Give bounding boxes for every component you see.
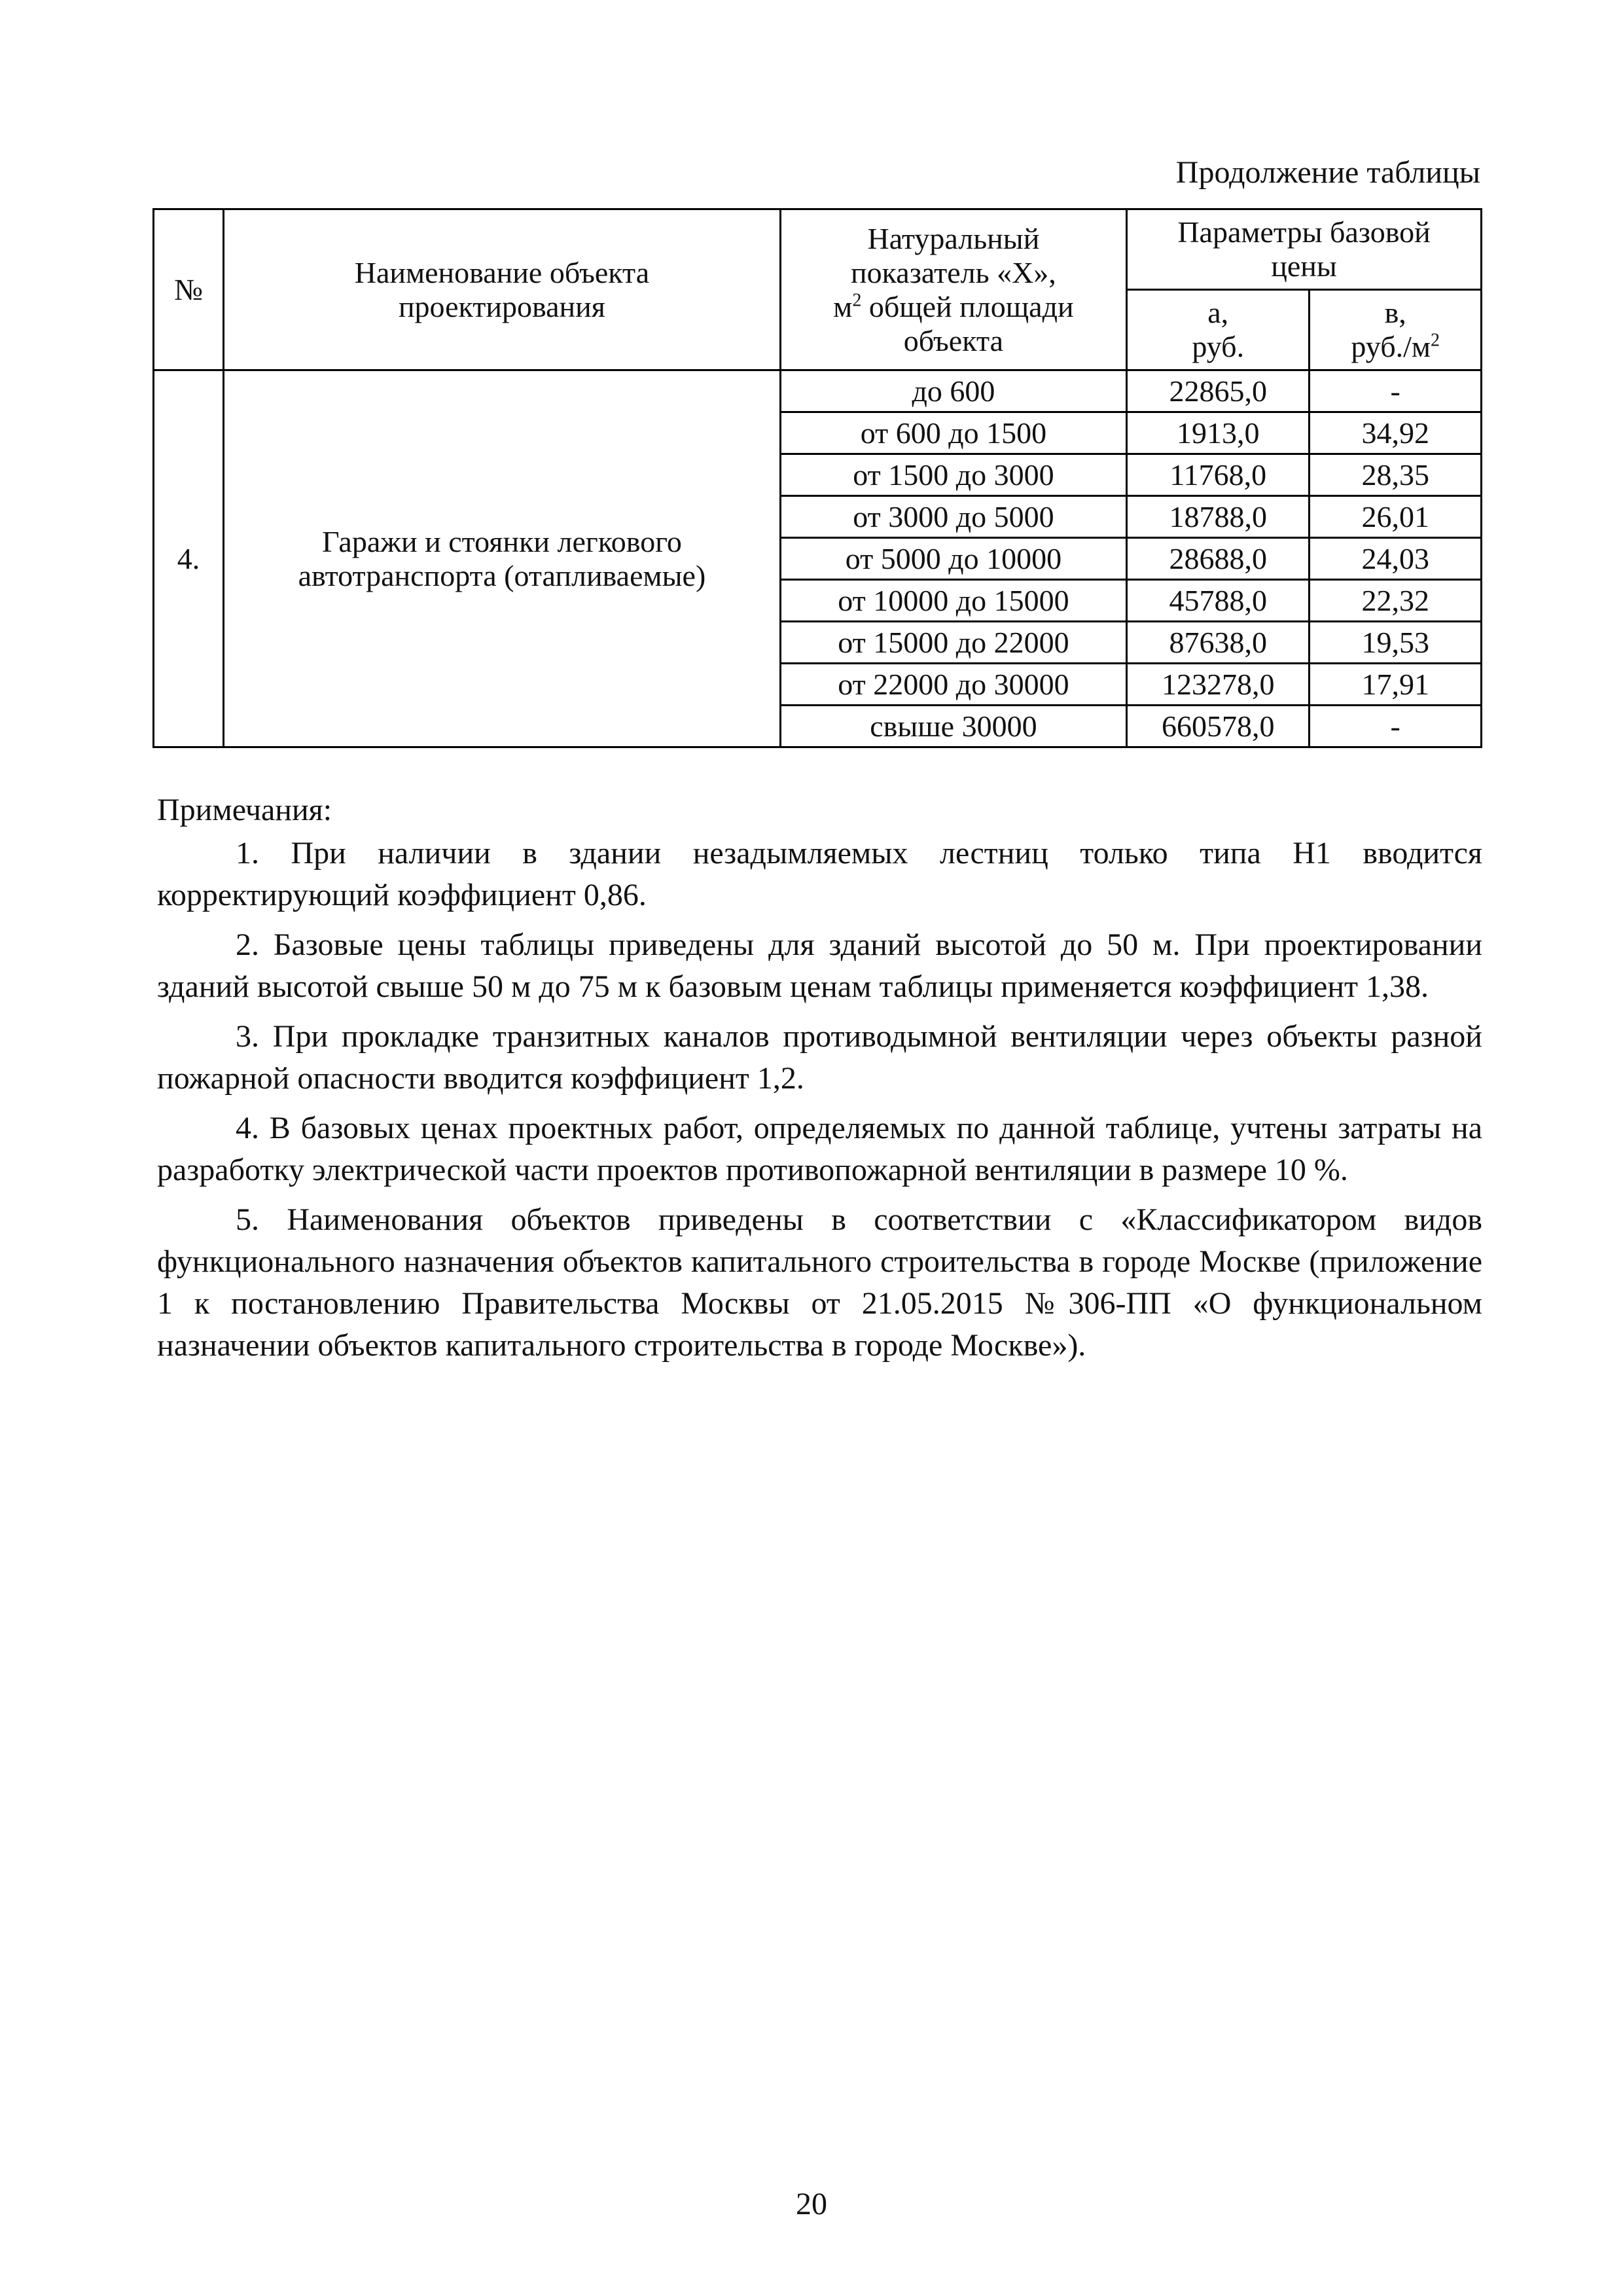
cell-price-a: 11768,0 (1127, 454, 1310, 496)
header-param-a (1127, 290, 1310, 370)
header-param-b-unit-exponent: 2 (1431, 330, 1440, 351)
cell-price-b: 22,32 (1310, 580, 1482, 622)
cell-price-a: 18788,0 (1127, 496, 1310, 538)
cell-range: от 15000 до 22000 (780, 622, 1126, 664)
cell-price-a: 123278,0 (1127, 664, 1310, 706)
cell-price-b: 19,53 (1310, 622, 1482, 664)
header-param-b-unit: руб./м (1351, 330, 1431, 363)
cell-range: свыше 30000 (780, 706, 1126, 747)
header-number: № (154, 209, 224, 370)
table-continuation-label: Продолжение таблицы (1175, 155, 1480, 190)
header-indicator (780, 209, 1126, 370)
notes-section (157, 789, 1482, 1374)
cell-range: от 5000 до 10000 (780, 538, 1126, 580)
cell-price-b: 24,03 (1310, 538, 1482, 580)
header-indicator-line2: показатель «X», (851, 255, 1056, 289)
table-row (154, 370, 1482, 412)
header-param-a-unit: руб. (1192, 330, 1245, 363)
cell-range: от 600 до 1500 (780, 412, 1126, 454)
header-param-b (1310, 290, 1482, 370)
note-item: 4. В базовых ценах проектных работ, определяемых по данной таблице, учтены затраты на разработку электрической части проектов противопожарной вентиляции в размере 10 %. (157, 1111, 1482, 1187)
cell-price-b: 34,92 (1310, 412, 1482, 454)
note-item: 1. При наличии в здании незадымляемых лестниц только типа Н1 вводится корректирующий коэффициент 0,86. (157, 836, 1482, 912)
header-param-a-label: а, (1207, 296, 1229, 329)
header-base-price-params: Параметры базовой цены (1127, 209, 1482, 290)
header-indicator-line4: объекта (903, 323, 1004, 357)
cell-price-a: 22865,0 (1127, 370, 1310, 412)
header-indicator-line3: общей площади (861, 289, 1074, 323)
cell-price-b: 28,35 (1310, 454, 1482, 496)
note-item: 3. При прокладке транзитных каналов противодымной вентиляции через объекты разной пожарной опасности вводится коэффициент 1,2. (157, 1019, 1482, 1096)
cell-price-b: 26,01 (1310, 496, 1482, 538)
item-object-name: Гаражи и стоянки легкового автотранспорта (отапливаемые) (224, 370, 781, 747)
header-param-b-label: в, (1384, 296, 1406, 329)
note-item: 2. Базовые цены таблицы приведены для зданий высотой до 50 м. При проектировании зданий высотой свыше 50 м до 75 м к базовым ценам таблицы применяется коэффициент 1,38. (157, 927, 1482, 1004)
page-number: 20 (796, 2187, 827, 2221)
header-object-name: Наименование объекта проектирования (224, 209, 781, 370)
cell-range: до 600 (780, 370, 1126, 412)
cell-range: от 10000 до 15000 (780, 580, 1126, 622)
price-table (152, 208, 1482, 748)
header-indicator-unit: м (833, 289, 853, 323)
notes-title: Примечания: (157, 793, 332, 827)
header-indicator-unit-exponent: 2 (852, 290, 862, 311)
cell-price-b: 17,91 (1310, 664, 1482, 706)
cell-price-a: 660578,0 (1127, 706, 1310, 747)
cell-price-a: 28688,0 (1127, 538, 1310, 580)
cell-price-b: - (1310, 706, 1482, 747)
item-number: 4. (154, 370, 224, 747)
cell-range: от 1500 до 3000 (780, 454, 1126, 496)
cell-range: от 22000 до 30000 (780, 664, 1126, 706)
cell-price-a: 1913,0 (1127, 412, 1310, 454)
cell-range: от 3000 до 5000 (780, 496, 1126, 538)
cell-price-b: - (1310, 370, 1482, 412)
cell-price-a: 87638,0 (1127, 622, 1310, 664)
note-item: 5. Наименования объектов приведены в соответствии с «Классификатором видов функционального назначения объектов капитального строительства в городе Москве (приложение 1 к постановлению Правительства Москвы от 21.05.2015 №306-ПП «О функциональном назначении объектов капитального строительства в городе Москве»). (157, 1202, 1482, 1363)
cell-price-a: 45788,0 (1127, 580, 1310, 622)
table-header-row (154, 209, 1482, 290)
header-indicator-line1: Натуральный (867, 221, 1040, 255)
